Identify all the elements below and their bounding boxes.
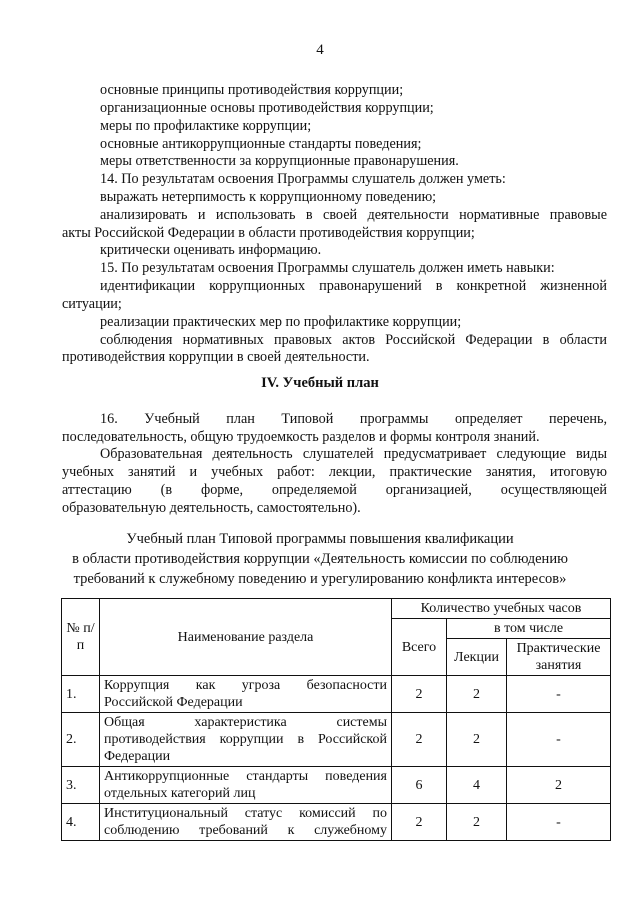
paragraph-17-continued: учебных занятий и учебных работ: лекции, практические занятия, итоговую [62,464,607,480]
row-name-line: противодействия коррупции в Российской [104,732,387,747]
row-number: 3. [62,767,100,804]
paragraph-16: 16. Учебный план Типовой программы определяет перечень, [100,411,607,427]
column-header-lectures: Лекции [447,639,507,676]
list-item: основные антикоррупционные стандарты поведения; [100,136,422,152]
table-row [62,713,611,767]
list-item: меры по профилактике коррупции; [100,118,312,134]
row-lectures: 2 [447,804,507,841]
column-header-practice: Практические занятия [507,639,611,676]
list-item: основные принципы противодействия коррупции; [100,82,404,98]
list-item-continued: ситуации; [62,296,122,312]
table-caption: Учебный план Типовой программы повышения квалификации [126,531,514,547]
row-name [100,804,392,841]
row-name-line: Российской Федерации [104,695,243,710]
table-row [62,767,611,804]
row-practice: - [507,713,611,767]
list-item: соблюдения нормативных правовых актов Российской Федерации в области [100,332,607,348]
row-name [100,713,392,767]
column-header-number: № п/п [62,599,100,676]
row-number: 1. [62,676,100,713]
paragraph-14: 14. По результатам освоения Программы слушатель должен уметь: [100,171,506,187]
list-item-continued: акты Российской Федерации в области противодействия коррупции; [62,225,475,241]
paragraph-15: 15. По результатам освоения Программы слушатель должен иметь навыки: [100,260,555,276]
list-item: выражать нетерпимость к коррупционному поведению; [100,189,437,205]
row-name-line: Федерации [104,749,171,764]
paragraph-17-continued: образовательную деятельность, самостоятельно). [62,500,361,516]
page-bottom-edge [0,892,640,905]
row-lectures: 2 [447,676,507,713]
list-item-continued: противодействия коррупции в своей деятельности. [62,349,370,365]
paragraph-17: Образовательная деятельность слушателей предусматривает следующие виды [100,446,607,462]
row-name-line: Общая характеристика системы [104,715,387,730]
column-header-hours: Количество учебных часов [392,599,611,619]
row-practice: 2 [507,767,611,804]
column-header-including: в том числе [447,619,611,639]
table-row [62,676,611,713]
row-total: 2 [392,676,447,713]
list-item: критически оценивать информацию. [100,242,322,258]
row-name-line: отдельных категорий лиц [104,786,256,801]
row-total: 2 [392,804,447,841]
row-lectures: 4 [447,767,507,804]
row-name-line: Институциональный статус комиссий по [104,806,387,821]
list-item: реализации практических мер по профилактике коррупции; [100,314,462,330]
list-item: организационные основы противодействия коррупции; [100,100,434,116]
row-number: 4. [62,804,100,841]
row-total: 6 [392,767,447,804]
paragraph-17-continued: аттестацию (в форме, определяемой организацией, осуществляющей [62,482,607,498]
table-caption: в области противодействия коррупции «Деятельность комиссии по соблюдению [72,551,568,567]
column-header-name: Наименование раздела [100,599,392,676]
row-name-line: соблюдению требований к служебному [104,823,387,838]
row-number: 2. [62,713,100,767]
list-item: анализировать и использовать в своей деятельности нормативные правовые [100,207,607,223]
row-practice: - [507,804,611,841]
section-heading: IV. Учебный план [261,375,379,391]
row-name [100,767,392,804]
page-number: 4 [316,42,324,58]
list-item: меры ответственности за коррупционные правонарушения. [100,153,459,169]
paragraph-16-continued: последовательность, общую трудоемкость разделов и формы контроля знаний. [62,429,540,445]
row-name-line: Антикоррупционные стандарты поведения [104,769,387,784]
curriculum-table [61,598,611,841]
table-row [62,804,611,841]
table-caption: требований к служебному поведению и урегулированию конфликта интересов» [73,571,567,587]
column-header-total: Всего [392,619,447,676]
row-name-line: Коррупция как угроза безопасности [104,678,387,693]
row-name [100,676,392,713]
row-lectures: 2 [447,713,507,767]
list-item: идентификации коррупционных правонарушений в конкретной жизненной [100,278,607,294]
row-practice: - [507,676,611,713]
row-total: 2 [392,713,447,767]
